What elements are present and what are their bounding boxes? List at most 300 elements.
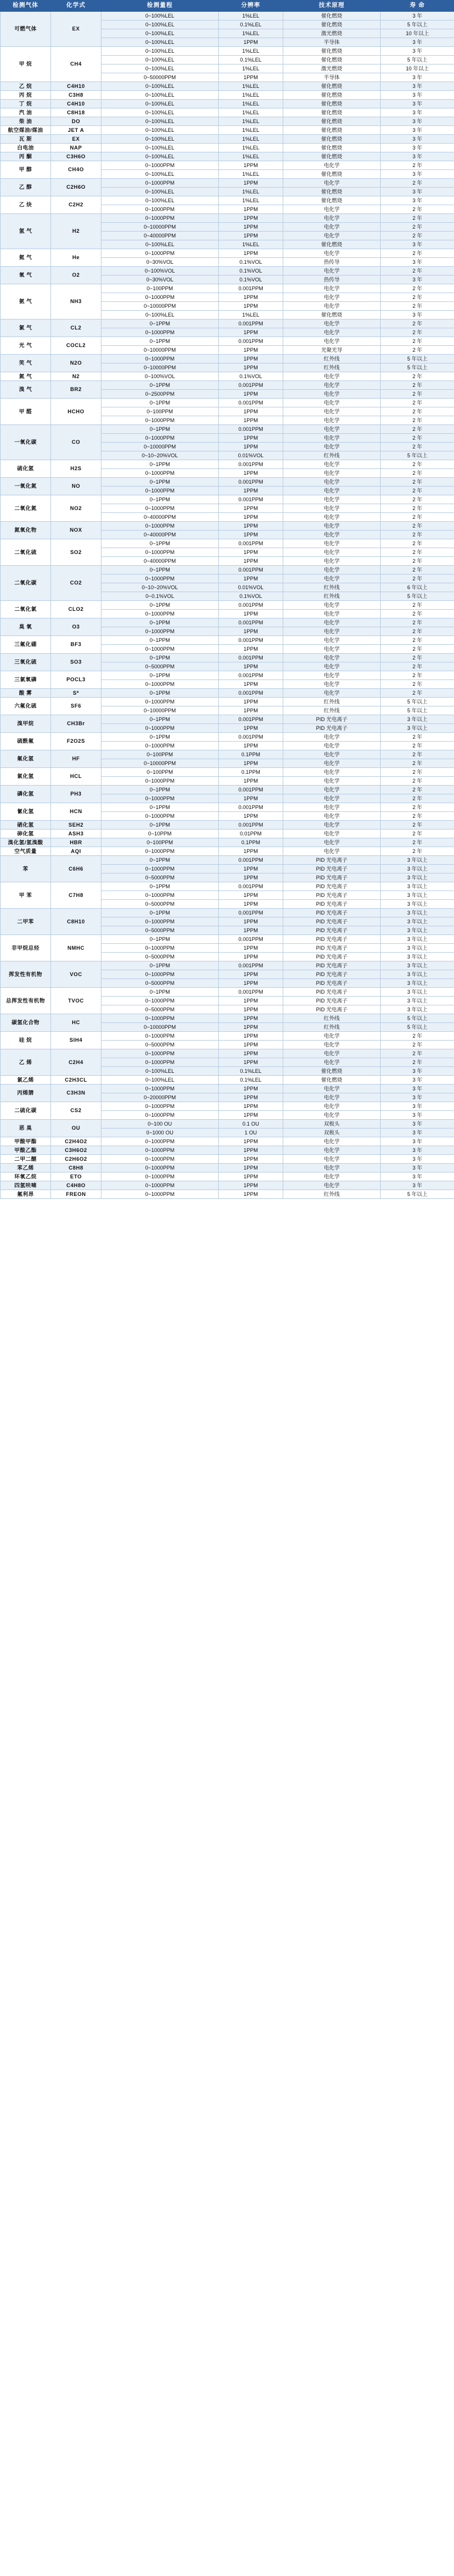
range-cell: 0~100PPM: [101, 407, 219, 416]
range-cell: 0~1PPM: [101, 909, 219, 917]
technology-cell: 电化学: [283, 680, 381, 689]
life-cell: 3 年: [381, 47, 454, 56]
life-cell: 2 年: [381, 214, 454, 223]
life-cell: 5 年以上: [381, 451, 454, 460]
technology-cell: 电化学: [283, 636, 381, 645]
table-row: [1, 768, 454, 777]
life-cell: 2 年: [381, 399, 454, 407]
technology-cell: 红外线: [283, 451, 381, 460]
gas-name-cell: 三氯氧磷: [1, 671, 51, 689]
formula-cell: HF: [51, 750, 101, 768]
gas-name-cell: 氦 气: [1, 249, 51, 267]
resolution-cell: 1PPM: [219, 1014, 283, 1023]
life-cell: 2 年: [381, 539, 454, 548]
resolution-cell: 1PPM: [219, 522, 283, 531]
gas-name-cell: 非甲烷总烃: [1, 935, 51, 961]
table-row: [1, 961, 454, 970]
formula-cell: CH4: [51, 47, 101, 82]
life-cell: 3 年以上: [381, 970, 454, 979]
range-cell: 0~1000PPM: [101, 645, 219, 654]
technology-cell: 电化学: [283, 504, 381, 513]
resolution-cell: 1PPM: [219, 1023, 283, 1032]
life-cell: 2 年: [381, 487, 454, 495]
range-cell: 0~10000PPM: [101, 1023, 219, 1032]
table-row: [1, 636, 454, 645]
life-cell: 3 年: [381, 1129, 454, 1137]
technology-cell: PID 光电离子: [283, 900, 381, 909]
formula-cell: C3H6O: [51, 152, 101, 161]
range-cell: 0~1PPM: [101, 856, 219, 865]
technology-cell: 电化学: [283, 443, 381, 451]
resolution-cell: 1PPM: [219, 627, 283, 636]
formula-cell: BR2: [51, 381, 101, 399]
table-row: [1, 460, 454, 469]
range-cell: 0~40000PPM: [101, 531, 219, 539]
range-cell: 0~5000PPM: [101, 926, 219, 935]
life-cell: 2 年: [381, 337, 454, 346]
range-cell: 0~1000PPM: [101, 1146, 219, 1155]
resolution-cell: 0.001PPM: [219, 671, 283, 680]
range-cell: 0~100%LEL: [101, 144, 219, 152]
technology-cell: PID 光电离子: [283, 715, 381, 724]
resolution-cell: 1PPM: [219, 926, 283, 935]
range-cell: 0~100%LEL: [101, 64, 219, 73]
gas-name-cell: 瓦 斯: [1, 135, 51, 144]
range-cell: 0~10000PPM: [101, 223, 219, 232]
range-cell: 0~1PPM: [101, 636, 219, 645]
resolution-cell: 0.001PPM: [219, 337, 283, 346]
life-cell: 2 年: [381, 733, 454, 742]
range-cell: 0~1000PPM: [101, 249, 219, 258]
range-cell: 0~1000PPM: [101, 724, 219, 733]
formula-cell: O2: [51, 267, 101, 284]
table-row: [1, 355, 454, 363]
range-cell: 0~1000PPM: [101, 777, 219, 786]
resolution-cell: 1%LEL: [219, 188, 283, 196]
resolution-cell: 1PPM: [219, 179, 283, 188]
technology-cell: 红外线: [283, 1190, 381, 1199]
range-cell: 0~1000PPM: [101, 487, 219, 495]
resolution-cell: 1PPM: [219, 223, 283, 232]
range-cell: 0~1000PPM: [101, 1032, 219, 1041]
technology-cell: 电化学: [283, 478, 381, 487]
gas-name-cell: 丁 烷: [1, 100, 51, 108]
life-cell: 2 年: [381, 223, 454, 232]
technology-cell: PID 光电离子: [283, 891, 381, 900]
table-row: [1, 372, 454, 381]
range-cell: 0~100%LEL: [101, 188, 219, 196]
technology-cell: 电化学: [283, 1181, 381, 1190]
resolution-cell: 0.001PPM: [219, 988, 283, 997]
range-cell: 0~100%LEL: [101, 91, 219, 100]
resolution-cell: 1PPM: [219, 531, 283, 539]
formula-cell: H2: [51, 214, 101, 249]
life-cell: 5 年以上: [381, 21, 454, 29]
range-cell: 0~10000PPM: [101, 346, 219, 355]
life-cell: 5 年以上: [381, 698, 454, 706]
resolution-cell: 1PPM: [219, 346, 283, 355]
range-cell: 0~1PPM: [101, 961, 219, 970]
resolution-cell: 1%LEL: [219, 240, 283, 249]
range-cell: 0~100%LEL: [101, 152, 219, 161]
technology-cell: 催化燃烧: [283, 152, 381, 161]
range-cell: 0~100%LEL: [101, 126, 219, 135]
resolution-cell: 1PPM: [219, 645, 283, 654]
resolution-cell: 1PPM: [219, 355, 283, 363]
technology-cell: 催化燃烧: [283, 91, 381, 100]
resolution-cell: 1PPM: [219, 407, 283, 416]
technology-cell: 电化学: [283, 803, 381, 812]
life-cell: 3 年: [381, 152, 454, 161]
table-row: [1, 399, 454, 407]
range-cell: 0~100%LEL: [101, 135, 219, 144]
gas-name-cell: 硅 烷: [1, 1032, 51, 1049]
range-cell: 0~1PPM: [101, 337, 219, 346]
range-cell: 0~1000PPM: [101, 548, 219, 557]
life-cell: 2 年: [381, 478, 454, 487]
gas-name-cell: 六氟化硫: [1, 698, 51, 715]
technology-cell: 电化学: [283, 786, 381, 794]
gas-name-cell: 三氧化硫: [1, 654, 51, 671]
resolution-cell: 0.01%VOL: [219, 583, 283, 592]
technology-cell: 电化学: [283, 460, 381, 469]
life-cell: 3 年: [381, 1111, 454, 1120]
table-row: [1, 935, 454, 944]
technology-cell: 电化学: [283, 416, 381, 425]
life-cell: 3 年: [381, 12, 454, 21]
life-cell: 2 年: [381, 434, 454, 443]
range-cell: 0~5000PPM: [101, 953, 219, 961]
range-cell: 0~1PPM: [101, 689, 219, 698]
life-cell: 2 年: [381, 179, 454, 188]
range-cell: 0~1000PPM: [101, 293, 219, 302]
resolution-cell: 1%LEL: [219, 152, 283, 161]
technology-cell: 红外线: [283, 1014, 381, 1023]
resolution-cell: 0.001PPM: [219, 381, 283, 390]
technology-cell: PID 光电离子: [283, 926, 381, 935]
life-cell: 3 年: [381, 108, 454, 117]
resolution-cell: 1PPM: [219, 1032, 283, 1041]
life-cell: 2 年: [381, 654, 454, 662]
formula-cell: C4H10: [51, 82, 101, 91]
range-cell: 0~1000PPM: [101, 1014, 219, 1023]
gas-name-cell: 可燃气体: [1, 12, 51, 47]
range-cell: 0~10000PPM: [101, 759, 219, 768]
technology-cell: 电化学: [283, 1093, 381, 1102]
technology-cell: 双极头: [283, 1129, 381, 1137]
life-cell: 2 年: [381, 548, 454, 557]
table-row: [1, 47, 454, 56]
resolution-cell: 0.001PPM: [219, 618, 283, 627]
table-row: [1, 733, 454, 742]
range-cell: 0~100%LEL: [101, 47, 219, 56]
technology-cell: 催化燃烧: [283, 135, 381, 144]
life-cell: 3 年: [381, 1164, 454, 1173]
table-row: [1, 1085, 454, 1093]
range-cell: 0~1000 OU: [101, 1129, 219, 1137]
table-row: [1, 1102, 454, 1111]
formula-cell: AQI: [51, 847, 101, 856]
gas-name-cell: 环氧乙烷: [1, 1173, 51, 1181]
resolution-cell: 1PPM: [219, 575, 283, 583]
table-row: [1, 671, 454, 680]
range-cell: 0~100PPM: [101, 750, 219, 759]
range-cell: 0~1PPM: [101, 786, 219, 794]
life-cell: 2 年: [381, 671, 454, 680]
resolution-cell: 0.1PPM: [219, 768, 283, 777]
range-cell: 0~1PPM: [101, 381, 219, 390]
range-cell: 0~100 OU: [101, 1120, 219, 1129]
range-cell: 0~1000PPM: [101, 1111, 219, 1120]
formula-cell: JET A: [51, 126, 101, 135]
technology-cell: 电化学: [283, 232, 381, 240]
table-row: [1, 161, 454, 170]
range-cell: 0~100%LEL: [101, 38, 219, 47]
table-row: [1, 214, 454, 223]
technology-cell: 电化学: [283, 794, 381, 803]
life-cell: 2 年: [381, 803, 454, 812]
range-cell: 0~1PPM: [101, 478, 219, 487]
technology-cell: 催化燃烧: [283, 126, 381, 135]
formula-cell: S*: [51, 689, 101, 698]
resolution-cell: 1PPM: [219, 1085, 283, 1093]
resolution-cell: 1PPM: [219, 1190, 283, 1199]
range-cell: 0~100%LEL: [101, 56, 219, 64]
range-cell: 0~10~20%VOL: [101, 451, 219, 460]
gas-name-cell: 硫酰氟: [1, 733, 51, 750]
life-cell: 2 年: [381, 390, 454, 399]
life-cell: 2 年: [381, 267, 454, 276]
formula-cell: VOC: [51, 961, 101, 988]
life-cell: 2 年: [381, 249, 454, 258]
resolution-cell: 1%LEL: [219, 82, 283, 91]
range-cell: 0~1000PPM: [101, 1049, 219, 1058]
resolution-cell: 1PPM: [219, 742, 283, 750]
technology-cell: 电化学: [283, 645, 381, 654]
gas-name-cell: 二氧化碳: [1, 566, 51, 601]
gas-name-cell: 酸 雾: [1, 689, 51, 698]
resolution-cell: 1PPM: [219, 557, 283, 566]
formula-cell: C3H3N: [51, 1085, 101, 1102]
table-row: [1, 91, 454, 100]
technology-cell: 催化燃烧: [283, 240, 381, 249]
life-cell: 2 年: [381, 838, 454, 847]
gas-name-cell: 一氧化氮: [1, 478, 51, 495]
resolution-cell: 1PPM: [219, 443, 283, 451]
table-row: [1, 786, 454, 794]
life-cell: 2 年: [381, 847, 454, 856]
technology-cell: 电化学: [283, 390, 381, 399]
gas-name-cell: 苯乙烯: [1, 1164, 51, 1173]
life-cell: 2 年: [381, 689, 454, 698]
life-cell: 3 年以上: [381, 891, 454, 900]
resolution-cell: 0.001PPM: [219, 284, 283, 293]
life-cell: 2 年: [381, 513, 454, 522]
range-cell: 0~1000PPM: [101, 812, 219, 821]
range-cell: 0~100%LEL: [101, 311, 219, 320]
life-cell: 2 年: [381, 1058, 454, 1067]
life-cell: 2 年: [381, 1049, 454, 1058]
life-cell: 3 年: [381, 276, 454, 284]
table-row: [1, 82, 454, 91]
formula-cell: EX: [51, 135, 101, 144]
technology-cell: 半导体: [283, 38, 381, 47]
range-cell: 0~1000PPM: [101, 610, 219, 618]
life-cell: 3 年: [381, 1093, 454, 1102]
technology-cell: 红外线: [283, 363, 381, 372]
formula-cell: HBR: [51, 838, 101, 847]
resolution-cell: 1PPM: [219, 205, 283, 214]
life-cell: 3 年: [381, 188, 454, 196]
range-cell: 0~1000PPM: [101, 355, 219, 363]
life-cell: 3 年: [381, 1120, 454, 1129]
formula-cell: NOX: [51, 522, 101, 539]
life-cell: 2 年: [381, 425, 454, 434]
range-cell: 0~100%LEL: [101, 12, 219, 21]
formula-cell: C2H4: [51, 1049, 101, 1076]
technology-cell: 电化学: [283, 513, 381, 522]
column-header-technology: 技术原理: [283, 1, 381, 12]
life-cell: 3 年: [381, 1137, 454, 1146]
resolution-cell: 0.001PPM: [219, 733, 283, 742]
formula-cell: POCL3: [51, 671, 101, 689]
gas-name-cell: 磷化氢: [1, 786, 51, 803]
range-cell: 0~1000PPM: [101, 1181, 219, 1190]
resolution-cell: 1PPM: [219, 1058, 283, 1067]
resolution-cell: 1 OU: [219, 1129, 283, 1137]
life-cell: 3 年: [381, 82, 454, 91]
life-cell: 3 年: [381, 1155, 454, 1164]
life-cell: 2 年: [381, 777, 454, 786]
gas-name-cell: 乙 烷: [1, 82, 51, 91]
range-cell: 0~1PPM: [101, 733, 219, 742]
table-row: [1, 830, 454, 838]
table-row: [1, 1032, 454, 1041]
resolution-cell: 1PPM: [219, 249, 283, 258]
life-cell: 3 年: [381, 1146, 454, 1155]
life-cell: 2 年: [381, 302, 454, 311]
resolution-cell: 0.01%VOL: [219, 451, 283, 460]
range-cell: 0~10PPM: [101, 830, 219, 838]
technology-cell: 催化燃烧: [283, 108, 381, 117]
formula-cell: H2S: [51, 460, 101, 478]
technology-cell: 红外线: [283, 1023, 381, 1032]
life-cell: 5 年以上: [381, 1023, 454, 1032]
formula-cell: EX: [51, 12, 101, 47]
gas-name-cell: 柴 油: [1, 117, 51, 126]
technology-cell: 催化燃烧: [283, 311, 381, 320]
resolution-cell: 1%LEL: [219, 64, 283, 73]
gas-name-cell: 一氧化碳: [1, 425, 51, 460]
table-row: [1, 1049, 454, 1058]
table-row: [1, 847, 454, 856]
formula-cell: C4H8O: [51, 1181, 101, 1190]
gas-name-cell: 挥发性有机物: [1, 961, 51, 988]
technology-cell: 催化燃烧: [283, 56, 381, 64]
range-cell: 0~100%LEL: [101, 117, 219, 126]
formula-cell: HCHO: [51, 399, 101, 425]
life-cell: 5 年以上: [381, 592, 454, 601]
resolution-cell: 1PPM: [219, 698, 283, 706]
formula-cell: CH4O: [51, 161, 101, 179]
resolution-cell: 1PPM: [219, 724, 283, 733]
resolution-cell: 1PPM: [219, 891, 283, 900]
resolution-cell: 1PPM: [219, 794, 283, 803]
technology-cell: 催化燃烧: [283, 47, 381, 56]
resolution-cell: 0.01PPM: [219, 830, 283, 838]
life-cell: 2 年: [381, 759, 454, 768]
technology-cell: 电化学: [283, 522, 381, 531]
technology-cell: 电化学: [283, 830, 381, 838]
range-cell: 0~1000PPM: [101, 742, 219, 750]
table-row: [1, 117, 454, 126]
life-cell: 3 年以上: [381, 715, 454, 724]
resolution-cell: 0.1%LEL: [219, 1067, 283, 1076]
technology-cell: 电化学: [283, 1173, 381, 1181]
range-cell: 0~10~20%VOL: [101, 583, 219, 592]
formula-cell: C3H6O2: [51, 1146, 101, 1155]
life-cell: 2 年: [381, 680, 454, 689]
range-cell: 0~5000PPM: [101, 979, 219, 988]
life-cell: 3 年: [381, 91, 454, 100]
gas-name-cell: 硫化氢: [1, 460, 51, 478]
gas-name-cell: 氨 气: [1, 284, 51, 320]
resolution-cell: 1PPM: [219, 469, 283, 478]
table-row: [1, 1173, 454, 1181]
table-row: [1, 601, 454, 610]
life-cell: 2 年: [381, 645, 454, 654]
gas-name-cell: 碳氢化合物: [1, 1014, 51, 1032]
technology-cell: 电化学: [283, 847, 381, 856]
formula-cell: BF3: [51, 636, 101, 654]
range-cell: 0~1PPM: [101, 601, 219, 610]
technology-cell: 催化燃烧: [283, 188, 381, 196]
gas-name-cell: 氟化氢: [1, 750, 51, 768]
technology-cell: PID 光电离子: [283, 1005, 381, 1014]
life-cell: 2 年: [381, 469, 454, 478]
life-cell: 3 年以上: [381, 882, 454, 891]
resolution-cell: 0.001PPM: [219, 786, 283, 794]
table-row: [1, 882, 454, 891]
life-cell: 3 年: [381, 117, 454, 126]
technology-cell: 电化学: [283, 539, 381, 548]
formula-cell: O3: [51, 618, 101, 636]
technology-cell: 电化学: [283, 328, 381, 337]
life-cell: 5 年以上: [381, 56, 454, 64]
technology-cell: 电化学: [283, 566, 381, 575]
life-cell: 10 年以上: [381, 29, 454, 38]
range-cell: 0~1000PPM: [101, 205, 219, 214]
resolution-cell: 0.001PPM: [219, 320, 283, 328]
technology-cell: PID 光电离子: [283, 724, 381, 733]
column-header-resolution: 分辨率: [219, 1, 283, 12]
resolution-cell: 1PPM: [219, 917, 283, 926]
technology-cell: PID 光电离子: [283, 874, 381, 882]
life-cell: 2 年: [381, 618, 454, 627]
technology-cell: 催化燃烧: [283, 100, 381, 108]
technology-cell: 电化学: [283, 495, 381, 504]
table-row: [1, 539, 454, 548]
life-cell: 3 年: [381, 100, 454, 108]
life-cell: 3 年: [381, 1181, 454, 1190]
life-cell: 2 年: [381, 821, 454, 830]
resolution-cell: 1PPM: [219, 1093, 283, 1102]
table-row: [1, 1014, 454, 1023]
formula-cell: SO2: [51, 539, 101, 566]
range-cell: 0~1PPM: [101, 460, 219, 469]
technology-cell: 热传导: [283, 258, 381, 267]
table-row: [1, 320, 454, 328]
